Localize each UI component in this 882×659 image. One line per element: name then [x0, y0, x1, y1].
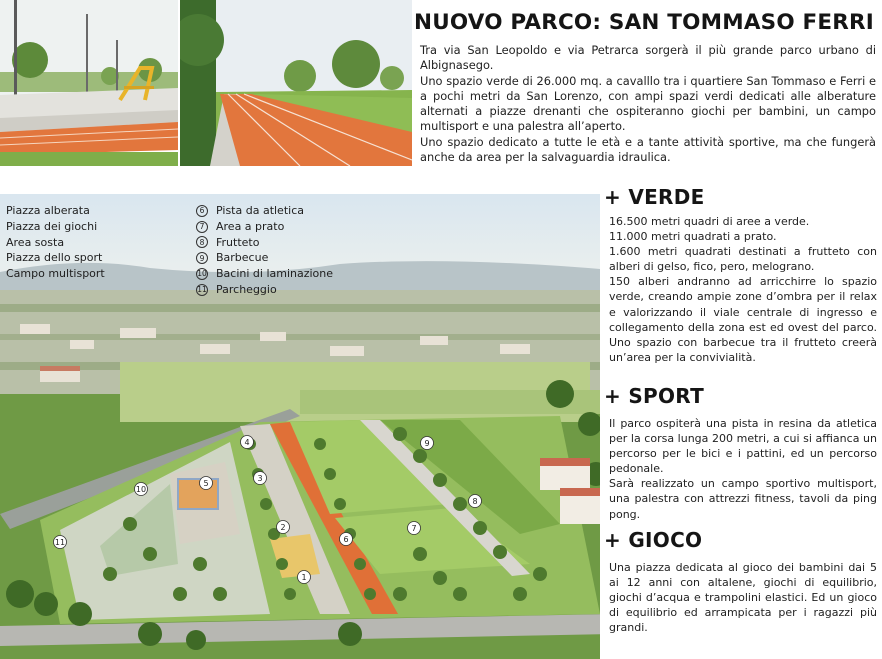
legend-label: Campo multisport: [6, 267, 105, 281]
map-marker: 9: [424, 439, 430, 448]
legend-item: [6, 203, 105, 219]
legend-number: 7: [196, 221, 208, 233]
legend-item: [6, 250, 105, 266]
legend-left: [6, 203, 105, 282]
verde-paragraph: 11.000 metri quadrati a prato.: [609, 230, 777, 244]
legend-number: 9: [196, 252, 208, 264]
verde-paragraph: 16.500 metri quadri di aree a verde.: [609, 215, 810, 228]
intro-paragraph: Tra via San Leopoldo e via Petrarca sorgerà il più grande parco urbano di Albignasego.: [420, 43, 876, 73]
legend-item: [196, 219, 333, 235]
map-marker: 2: [280, 523, 286, 532]
legend-number: 10: [197, 269, 207, 279]
intro-paragraph: Uno spazio verde di 26.000 mq. a cavalllo tra i quartiere San Tommaso e Ferri e a pochi metri da San Lorenzo, con ampi spazi verdi dedicati alle alberature alternati a piazze drenanti che ospiteranno giochi per bambini, un campo multisport e una palestra all’aperto.: [420, 73, 876, 134]
section-heading-verde: + VERDE: [604, 185, 705, 209]
legend-label: Area sosta: [6, 235, 65, 249]
legend-label: Bacini di laminazione: [216, 267, 334, 281]
legend-item: [196, 282, 333, 298]
legend-number: 8: [196, 236, 208, 248]
legend-label: Piazza dei giochi: [6, 219, 98, 233]
map-marker: 8: [472, 497, 478, 506]
map-marker: 1: [301, 573, 307, 582]
intro-text: [420, 43, 876, 165]
intro-paragraph: Uno spazio dedicato a tutte le età e a tante attività sportive, ma che fungerà anche da area per la salvaguardia idraulica.: [420, 134, 876, 165]
photo-athletics-track: [180, 0, 412, 166]
map-marker: 10: [135, 485, 147, 494]
verde-paragraph: 150 alberi andranno ad arricchirre lo spazio verde, creando ampie zone d’ombra per il relax e valorizzando il viale centrale di ingresso e collegamento della zona est ed ovest del parco. Uno spazio con barbecue tra il frutteto creerà un’area per la convivialità.: [609, 275, 877, 364]
legend-label: Piazza dello sport: [6, 251, 103, 265]
legend-label: Pista da atletica: [216, 204, 304, 217]
section-heading-sport: + SPORT: [604, 384, 705, 408]
map-marker: 4: [244, 438, 250, 447]
legend-item: [196, 250, 333, 266]
legend-label: Barbecue: [216, 251, 269, 265]
legend-right: [196, 203, 333, 298]
sport-paragraph: Il parco ospiterà una pista in resina da atletica per la corsa lunga 200 metri, a cui si affianca un percorso per le bici e i pattini, ed un percorso pedonale.: [609, 417, 877, 476]
map-marker: 3: [257, 474, 263, 483]
legend-number: 6: [196, 205, 208, 217]
page-title: NUOVO PARCO: SAN TOMMASO FERRI: [414, 10, 874, 35]
legend-item: [6, 266, 105, 282]
photo-sports-plaza: [0, 0, 178, 166]
legend-label: Piazza alberata: [6, 204, 90, 217]
section-text-sport: [609, 416, 877, 522]
legend-label: Frutteto: [216, 235, 260, 249]
map-marker: 7: [411, 524, 417, 533]
legend-item: [196, 203, 333, 219]
legend-item: [196, 235, 333, 251]
map-marker: 5: [203, 479, 209, 488]
legend-item: [6, 219, 105, 235]
legend-number: 11: [197, 285, 207, 295]
section-text-gioco: [609, 560, 877, 635]
legend-label: Area a prato: [216, 219, 285, 233]
legend-item: [6, 235, 105, 251]
verde-paragraph: 1.600 metri quadrati destinati a frutteto con alberi di gelso, fico, pero, melograno.: [609, 245, 877, 274]
sport-paragraph: Sarà realizzato un campo sportivo multisport, una palestra con attrezzi fitness, tavoli da ping pong.: [609, 477, 877, 521]
legend-label: Parcheggio: [216, 282, 277, 296]
gioco-paragraph: Una piazza dedicata al gioco dei bambini dai 5 ai 12 anni con altalene, giochi di equilibrio, giochi d’acqua e trampolini elastici. Ed un gioco di equilibrio ed arrampicata per i ragazzi più grandi.: [609, 561, 877, 635]
legend-item: [196, 266, 333, 282]
map-marker: 11: [54, 538, 66, 547]
map-marker: 6: [343, 535, 349, 544]
section-heading-gioco: + GIOCO: [604, 528, 703, 552]
section-text-verde: [609, 214, 877, 365]
